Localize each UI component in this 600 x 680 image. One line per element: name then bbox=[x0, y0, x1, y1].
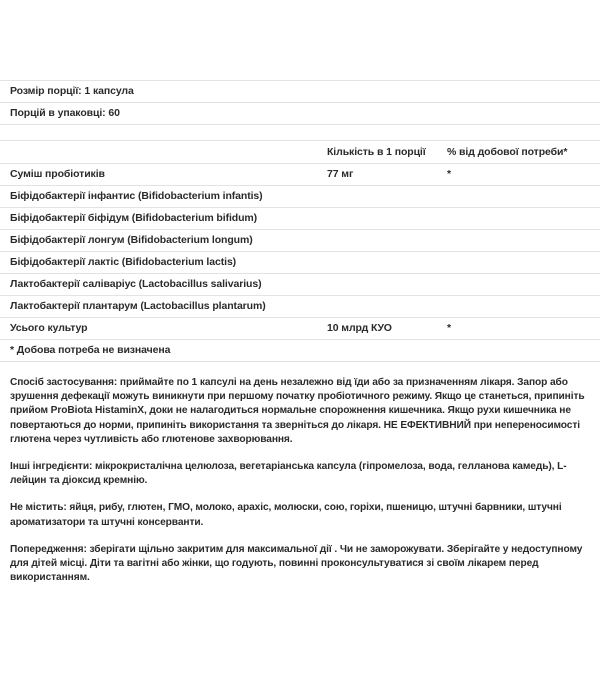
daily-value-footnote-row bbox=[0, 340, 600, 362]
ingredient-name-cell bbox=[0, 252, 327, 274]
table-row bbox=[0, 164, 600, 186]
ingredient-name: Суміш пробіотиків bbox=[10, 168, 105, 180]
spacer-cell-dv bbox=[447, 125, 600, 141]
ingredient-dv-cell bbox=[447, 208, 600, 230]
ingredient-amount-cell bbox=[327, 252, 447, 274]
ingredient-dv-cell bbox=[447, 230, 600, 252]
ingredient-dv-cell bbox=[447, 252, 600, 274]
servings-per-container-label: Порцій в упаковці: 60 bbox=[10, 107, 120, 119]
servings-per-container-row bbox=[0, 103, 600, 125]
table-row bbox=[0, 318, 600, 340]
ingredient-name-cell bbox=[0, 186, 327, 208]
ingredient-name-cell bbox=[0, 318, 327, 340]
ingredient-amount: 77 мг bbox=[327, 168, 354, 180]
ingredient-dv-cell bbox=[447, 296, 600, 318]
table-row bbox=[0, 186, 600, 208]
header-cell-amount bbox=[327, 141, 447, 164]
other-ingredients-paragraph: Інші інгредієнти: мікрокристалічна целюлоза, вегетаріанська капсула (гіпромелоза, вода, гелланова камедь), L-лейцин та діоксид кремнію. bbox=[10, 461, 567, 487]
ingredient-amount-cell bbox=[327, 296, 447, 318]
footnote-dv-cell bbox=[447, 340, 600, 362]
table-header-row bbox=[0, 141, 600, 164]
servings-per-container-cell bbox=[0, 103, 327, 125]
table-row bbox=[0, 208, 600, 230]
ingredient-dv-cell bbox=[447, 274, 600, 296]
ingredient-name-cell bbox=[0, 274, 327, 296]
spacer-cell-amount bbox=[327, 125, 447, 141]
ingredient-amount-cell bbox=[327, 208, 447, 230]
ingredient-amount-cell bbox=[327, 318, 447, 340]
serving-size-label: Розмір порції: 1 капсула bbox=[10, 85, 134, 97]
product-description bbox=[0, 376, 600, 585]
ingredient-name-cell bbox=[0, 164, 327, 186]
spacer-cell-name bbox=[0, 125, 327, 141]
ingredient-name-cell bbox=[0, 208, 327, 230]
header-label-daily-value: % від добової потреби* bbox=[447, 145, 568, 158]
ingredient-name: Лактобактерії плантарум (Lactobacillus plantarum) bbox=[10, 300, 266, 312]
supplement-facts-page bbox=[0, 80, 600, 680]
ingredient-dv: * bbox=[447, 322, 451, 334]
ingredient-name: Лактобактерії саліваріус (Lactobacillus salivarius) bbox=[10, 278, 262, 290]
supplement-facts-table-body bbox=[0, 81, 600, 362]
ingredient-dv-cell bbox=[447, 318, 600, 340]
servings-per-container-amount-cell bbox=[327, 103, 447, 125]
free-from-paragraph: Не містить: яйця, рибу, глютен, ГМО, молоко, арахіс, молюски, сою, горіхи, пшеницю, штучні барвники, штучні ароматизатори та штучні консерванти. bbox=[10, 502, 562, 528]
serving-size-dv-cell bbox=[447, 81, 600, 103]
table-row bbox=[0, 274, 600, 296]
footnote-cell bbox=[0, 340, 327, 362]
ingredient-amount-cell bbox=[327, 230, 447, 252]
serving-size-cell bbox=[0, 81, 327, 103]
table-row bbox=[0, 230, 600, 252]
ingredient-name: Біфідобактерії лактіс (Bifidobacterium lactis) bbox=[10, 256, 237, 268]
serving-size-amount-cell bbox=[327, 81, 447, 103]
table-spacer-row bbox=[0, 125, 600, 141]
ingredient-name: Біфідобактерії інфантис (Bifidobacterium infantis) bbox=[10, 190, 263, 202]
header-cell-name bbox=[0, 141, 327, 164]
ingredient-dv-cell bbox=[447, 164, 600, 186]
ingredient-name: Біфідобактерії лонгум (Bifidobacterium longum) bbox=[10, 234, 253, 246]
ingredient-name-cell bbox=[0, 296, 327, 318]
ingredient-dv-cell bbox=[447, 186, 600, 208]
daily-value-footnote: * Добова потреба не визначена bbox=[10, 344, 171, 356]
servings-per-container-dv-cell bbox=[447, 103, 600, 125]
ingredient-name-cell bbox=[0, 230, 327, 252]
warning-paragraph: Попередження: зберігати щільно закритим для максимальної дії . Чи не заморожувати. Зберігайте у недоступному для дітей місці. Діти та вагітні або жінки, що годують, повинні проконсультуватися зі своїм лікарем перед використанням. bbox=[10, 543, 583, 584]
serving-size-row bbox=[0, 81, 600, 103]
ingredient-amount: 10 млрд КУО bbox=[327, 322, 392, 334]
ingredient-amount-cell bbox=[327, 186, 447, 208]
footnote-amount-cell bbox=[327, 340, 447, 362]
header-label-amount: Кількість в 1 порції bbox=[327, 145, 426, 158]
ingredient-dv: * bbox=[447, 168, 451, 180]
ingredient-amount-cell bbox=[327, 274, 447, 296]
header-cell-daily-value bbox=[447, 141, 600, 164]
directions-paragraph: Спосіб застосування: приймайте по 1 капсулі на день незалежно від їди або за призначенням лікаря. Запор або зрушення дефекації можуть виникнути при першому початку пробіотичного режиму. Якщо це станеться, припиніть прийом ProBiota HistaminX, доки не налагодиться нормальне спорожнення кишечника. Якщо рухи кишечника не повертаються до норми, припиніть використання та зверніться до лікаря. НЕ ЕФЕКТИВНИЙ при непереносимості глютена через чутливість або глютенове захворювання. bbox=[10, 377, 585, 445]
ingredient-name: Біфідобактерії біфідум (Bifidobacterium bifidum) bbox=[10, 212, 258, 224]
supplement-facts-table bbox=[0, 80, 600, 362]
ingredient-name: Усього культур bbox=[10, 322, 88, 334]
table-row bbox=[0, 296, 600, 318]
ingredient-amount-cell bbox=[327, 164, 447, 186]
table-row bbox=[0, 252, 600, 274]
